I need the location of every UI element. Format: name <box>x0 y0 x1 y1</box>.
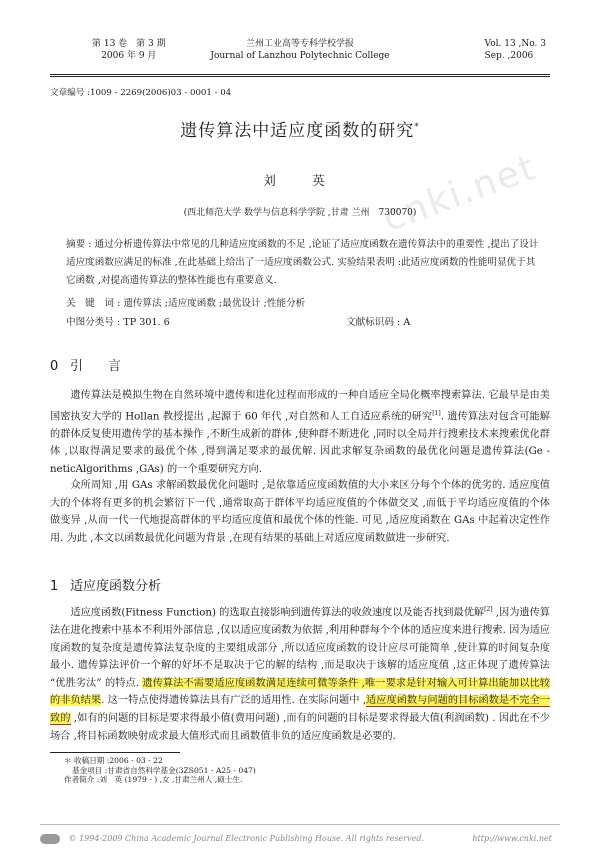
citation: [2] <box>484 606 493 613</box>
author: 刘 英 <box>263 173 337 188</box>
header-rule-double <box>50 76 550 77</box>
section-heading-fitness <box>50 578 161 596</box>
footnote-received: ＊ 收稿日期 :2006 - 03 - 22 <box>64 756 163 765</box>
keywords-text: 遗传算法 ;适应度函数 ;最优设计 ;性能分析 <box>123 298 306 309</box>
paragraph-text: . 遗传算法对包含可能解的群体反复使用遗传学的基本操作 ,不断生成新的群体 ,使种群不断进化 ,同时以全局并行搜索技术来搜索优化群体 ,以取得满足要求的最优个体 ,得到满足要求的最优解. 因此求解复杂函数的最优化问题是遗传算法(Ge - neticAlgorithms ,GAs) 的一个重要研究方向. <box>50 410 550 475</box>
highlighted-text: 遗传算法不需要适应度函数满足连续可微等条件 ,唯一要求是针对输入可计算出能加以比较的非负结果 <box>50 677 550 707</box>
journal-name-en: Journal of Lanzhou Polytechnic College <box>210 51 390 61</box>
clc-number <box>66 314 170 332</box>
header-vol-cn: 第 13 卷 第 3 期 <box>92 39 166 49</box>
keywords-label: 关 键 词 : <box>66 298 121 309</box>
footnote-fund: 基金项目 :甘肃省自然科学基金(3ZS051 - A25 - 047) <box>72 765 256 775</box>
document-code <box>346 314 410 332</box>
paragraph-text: ,如有的问题的目标是要求得最小值(费用问题) ,而有的问题的目标是要求得最大值(利润函数) . 因此在不少场合 ,将目标函数映射成求最大值形式而且函数值非负的适应度函数是必要的. <box>50 712 551 742</box>
paragraph-text: 适应度函数(Fitness Function) 的选取直接影响到遗传算法的收敛速度以及能否找到最优解 <box>70 607 485 619</box>
header-vol-en: Vol. 13 ,No. 3 <box>484 39 546 49</box>
header-date-cn: 2006 年 9 月 <box>101 51 157 61</box>
watermark: cnki.net <box>377 146 543 241</box>
section-title: 适应度函数分析 <box>70 579 162 594</box>
footnote-bio: 作者简介 :刘 英 (1979 - ) ,女 ,甘肃兰州人 ,硕士生. <box>64 775 243 784</box>
article-number: 文章编号 :1009 - 2269(2006)03 - 0001 - 04 <box>50 88 232 98</box>
footnote-rule <box>50 752 180 753</box>
abstract-label: 摘要 : <box>66 239 92 250</box>
highlighted-text: 适应度函数与问题的目标函数是不完全一致的 <box>50 695 551 724</box>
title-footnote-mark: * <box>414 122 420 132</box>
paragraph-text: 遗传算法是模拟生物在自然环境中遗传和进化过程而形成的一种自适应全局化概率搜索算法. 它最早是由美国密执安大学的 Hollan 教授提出 ,起源于 60 年代 ,对自然和人工自适应系统的研究 <box>50 390 550 422</box>
paragraph-intro-2: 众所周知 ,用 GAs 求解函数最优化问题时 ,是依靠适应度函数值的大小来区分每个个体的优劣的. 适应度值大的个体将有更多的机会繁衍下一代 ,通常取高于群体平均适应度值的个体做交叉 ,而低于平均适应度值的个体做变异 ,从而一代一代地提高群体的平均适应度值和最优个体的性能. 可见 ,适应度函数在 GAs 中起着决定性作用. 为此 ,本文以函数最优化问题为背景 ,在现有结果的基础上对适应度函数做进一步研究. <box>50 480 550 544</box>
header-volume-en <box>485 38 546 62</box>
header-rule <box>50 74 550 75</box>
section-heading-intro <box>50 358 127 376</box>
copyright-text: © 1994-2009 China Academic Journal Electronic Publishing House. All rights reserved. <box>68 834 425 843</box>
affiliation: (西北师范大学 数学与信息科学学院 ,甘肃 兰州 730070) <box>183 208 417 218</box>
cnki-logo-icon <box>40 834 60 844</box>
paragraph-intro-1 <box>50 387 550 478</box>
clc-value: TP 301. 6 <box>123 317 170 328</box>
footnote <box>64 756 256 785</box>
page-footer <box>40 824 560 848</box>
abstract-text: 通过分析遗传算法中常见的几种适应度函数的不足 ,论证了适应度函数在遗传算法中的重要性 ,提出了设计适应度函数应满足的标准 ,在此基础上给出了一适应度函数公式. 实验结果表明 :此适应度函数的性能明显优于其它函数 ,对提高遗传算法的整体性能也有重要意义. <box>66 239 539 286</box>
doccode-label: 文献标识码 : <box>346 317 401 328</box>
paper-title <box>0 120 600 142</box>
clc-label: 中图分类号 : <box>66 317 121 328</box>
footer-url: http://www.cnki.net <box>472 834 552 843</box>
paragraph-fitness <box>50 601 550 745</box>
citation: [1] <box>432 409 441 417</box>
abstract <box>66 236 544 290</box>
doccode-value: A <box>403 317 411 328</box>
journal-name-cn: 兰州工业高等专科学校学报 <box>245 39 354 49</box>
section-number: 1 <box>50 579 59 594</box>
section-number: 0 <box>50 359 65 374</box>
section-title: 引 言 <box>70 359 128 374</box>
keywords <box>66 295 544 313</box>
paragraph-text: ,因为遗传算法在进化搜索中基本不利用外部信息 ,仅以适应度函数为依据 ,利用种群每个个体的适应度来进行搜索. 因为适应度函数的复杂度是遗传算法复杂度的主要组成部分 ,所以适应度函数的设计应尽可能简单 ,使计算的时间复杂度最小. 遗传算法评价一个解的好坏不是取决于它的解的结构 ,而是取决于该解的适应度值 ,这正体现了遗传算法 “优胜劣汰” 的特点. <box>50 607 550 689</box>
paragraph-text: . 这一特点使得遗传算法具有广泛的适用性. 在实际问题中 , <box>101 695 366 707</box>
paper-title-text: 遗传算法中适应度函数的研究 <box>180 121 415 141</box>
header-date-en: Sep. ,2006 <box>484 51 534 61</box>
